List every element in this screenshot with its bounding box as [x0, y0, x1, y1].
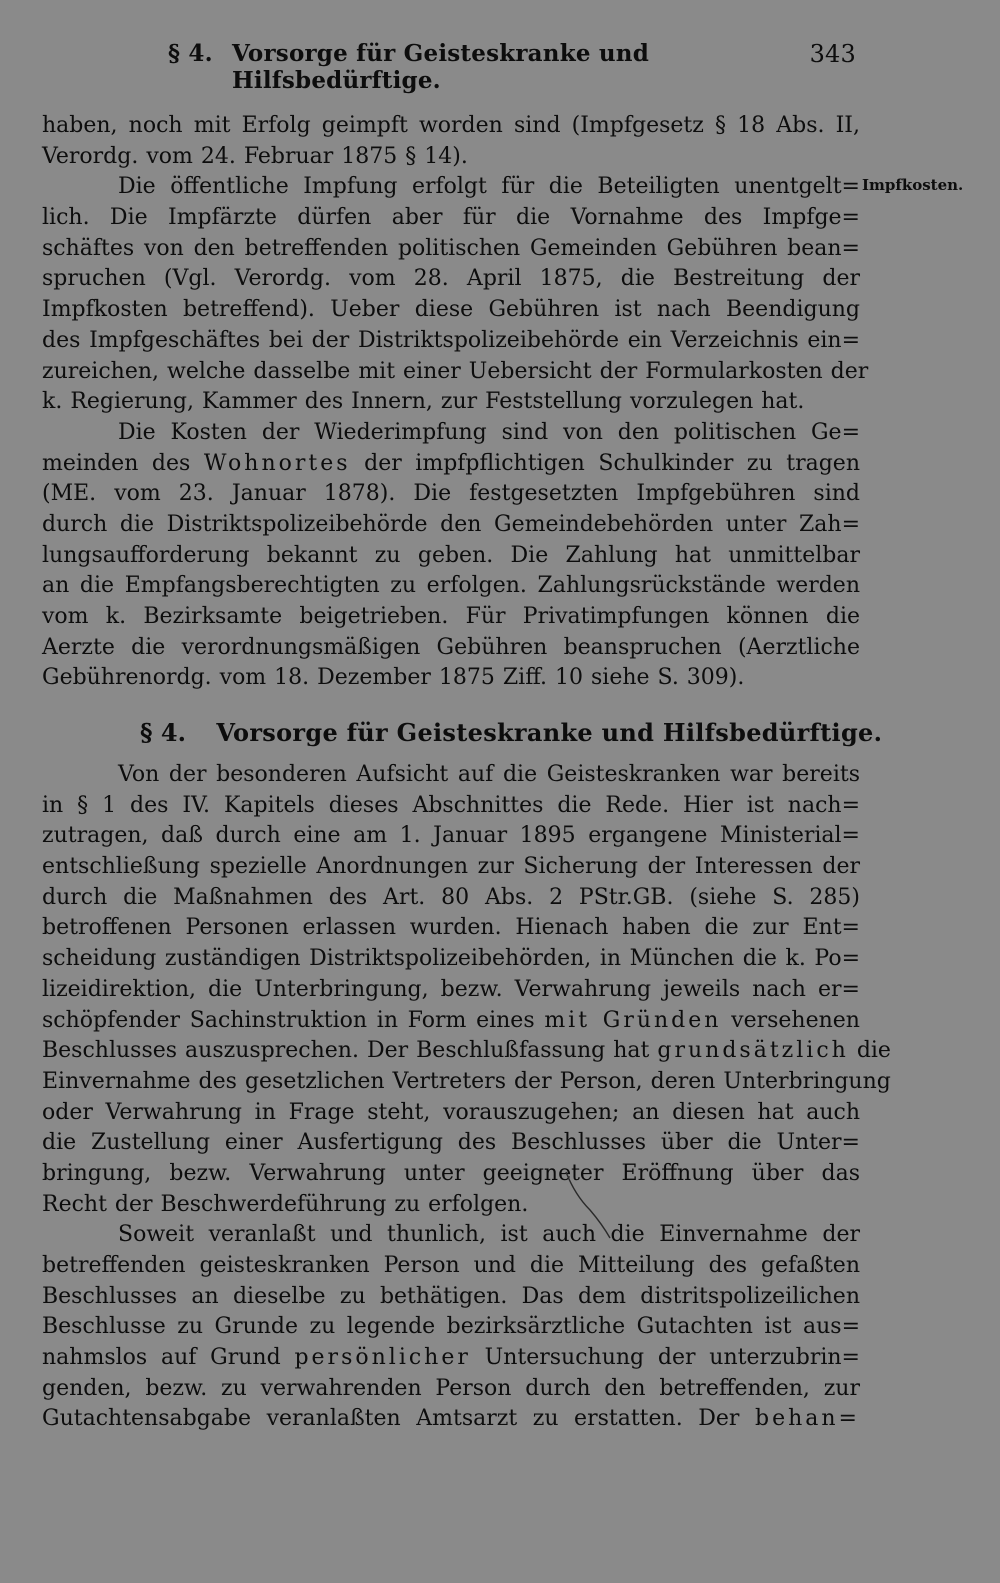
text-line: oder Verwahrung in Frage steht, vorauszugehen; an diesen hat auch: [42, 1099, 860, 1125]
text-line: k. Regierung, Kammer des Innern, zur Feststellung vorzulegen hat.: [42, 389, 805, 415]
text-line: zutragen, daß durch eine am 1. Januar 1895 ergangene Ministerial=: [42, 823, 860, 849]
text-line: Verordg. vom 24. Februar 1875 § 14).: [42, 143, 468, 169]
text-line: Beschlusses an dieselbe zu bethätigen. Das dem distritspolizeilichen: [42, 1283, 860, 1309]
text-line: Die öffentliche Impfung erfolgt für die Beteiligten unentgelt=: [118, 174, 860, 200]
text-line: scheidung zuständigen Distriktspolizeibehörden, in München die k. Po=: [42, 946, 860, 972]
text-run: Untersuchung der unterzubrin=: [484, 1345, 860, 1371]
margin-note: Impfkosten.: [862, 176, 964, 194]
text-line: lich. Die Impfärzte dürfen aber für die Vornahme des Impfge=: [42, 205, 860, 231]
text-run: die: [856, 1038, 891, 1064]
text-line: durch die Maßnahmen des Art. 80 Abs. 2 PStr.GB. (siehe S. 285): [42, 884, 860, 910]
text-line: (ME. vom 23. Januar 1878). Die festgesetzten Impfgebühren sind: [42, 481, 860, 507]
text-run: schöpfender Sachinstruktion in Form eines: [42, 1007, 535, 1033]
text-line: Gebührenordg. vom 18. Dezember 1875 Ziff. 10 siehe S. 309).: [42, 665, 745, 691]
paragraph-block-impfung: [42, 111, 869, 694]
text-line: des Impfgeschäftes bei der Distriktspolizeibehörde ein Verzeichnis ein=: [42, 327, 860, 353]
section-heading-number: § 4.: [140, 718, 186, 747]
text-run: der impfpflichtigen Schulkinder zu tragen: [364, 450, 860, 476]
emphasized-text: mit Gründen: [544, 1007, 722, 1033]
text-run: nahmslos auf Grund: [42, 1345, 281, 1371]
text-line: genden, bezw. zu verwahrenden Person durch den betreffenden, zur: [42, 1375, 860, 1401]
text-line: entschließung spezielle Anordnungen zur Sicherung der Interessen der: [42, 854, 860, 880]
text-line: [42, 449, 860, 480]
text-line: Einvernahme des gesetzlichen Vertreters der Person, deren Unterbringung: [42, 1068, 891, 1094]
running-head-title: Vorsorge für Geisteskranke und Hilfsbedürftige.: [232, 40, 650, 94]
text-line: haben, noch mit Erfolg geimpft worden sind (Impfgesetz § 18 Abs. II,: [42, 113, 860, 138]
running-head: [40, 36, 860, 94]
text-line: [42, 1343, 860, 1374]
text-line: Impfkosten betreffend). Ueber diese Gebühren ist nach Beendigung: [42, 297, 860, 323]
text-line: durch die Distriktspolizeibehörde den Gemeindebehörden unter Zah=: [42, 511, 860, 537]
text-line: vom k. Bezirksamte beigetrieben. Für Privatimpfungen können die: [42, 604, 860, 629]
running-head-section: § 4.: [168, 40, 213, 67]
text-line: [42, 1006, 860, 1037]
text-line: Recht der Beschwerdeführung zu erfolgen.: [42, 1191, 529, 1217]
text-line: Aerzte die verordnungsmäßigen Gebühren beanspruchen (Aerztliche: [42, 634, 860, 660]
text-line: spruchen (Vgl. Verordg. vom 28. April 1875, die Bestreitung der: [42, 266, 860, 292]
section-heading-title: Vorsorge für Geisteskranke und Hilfsbedürftige.: [216, 718, 883, 747]
text-line: betroffenen Personen erlassen wurden. Hienach haben die zur Ent=: [42, 915, 860, 941]
section-heading: [140, 718, 882, 747]
text-run: Gutachtensabgabe veranlaßten Amtsarzt zu erstatten. Der: [42, 1406, 740, 1432]
text-line: Die Kosten der Wiederimpfung sind von den politischen Ge=: [118, 419, 860, 445]
text-run: Beschlusses auszusprechen. Der Beschlußfassung hat: [42, 1038, 650, 1064]
text-line: die Zustellung einer Ausfertigung des Beschlusses über die Unter=: [42, 1130, 860, 1156]
emphasized-text: Wohnortes: [203, 450, 351, 476]
text-line: [42, 1404, 860, 1435]
emphasized-text: behan=: [755, 1406, 860, 1432]
text-line: Beschlusse zu Grunde zu legende bezirksärztliche Gutachten ist aus=: [42, 1314, 860, 1340]
text-run: meinden des: [42, 450, 191, 476]
text-line: Von der besonderen Aufsicht auf die Geisteskranken war bereits: [118, 762, 860, 787]
paragraph-block-geisteskranke: [42, 760, 891, 1435]
text-line: lungsaufforderung bekannt zu geben. Die Zahlung hat unmittelbar: [42, 542, 860, 568]
text-line: betreffenden geisteskranken Person und die Mitteilung des gefaßten: [42, 1253, 860, 1278]
emphasized-text: persönlicher: [294, 1345, 471, 1371]
text-line: zureichen, welche dasselbe mit einer Uebersicht der Formularkosten der: [42, 358, 869, 384]
text-line: an die Empfangsberechtigten zu erfolgen. Zahlungsrückstände werden: [42, 573, 860, 599]
emphasized-text: grundsätzlich: [657, 1038, 849, 1064]
text-line: Soweit veranlaßt und thunlich, ist auch die Einvernahme der: [118, 1222, 860, 1248]
text-line: schäftes von den betreffenden politischen Gemeinden Gebühren bean=: [42, 235, 860, 261]
text-line: bringung, bezw. Verwahrung unter geeigneter Eröffnung über das: [42, 1160, 860, 1186]
text-line: [42, 1036, 891, 1067]
page-number: 343: [809, 40, 856, 68]
text-line: in § 1 des IV. Kapitels dieses Abschnittes die Rede. Hier ist nach=: [42, 792, 860, 818]
text-run: versehenen: [731, 1007, 860, 1033]
text-line: lizeidirektion, die Unterbringung, bezw. Verwahrung jeweils nach er=: [42, 976, 860, 1002]
